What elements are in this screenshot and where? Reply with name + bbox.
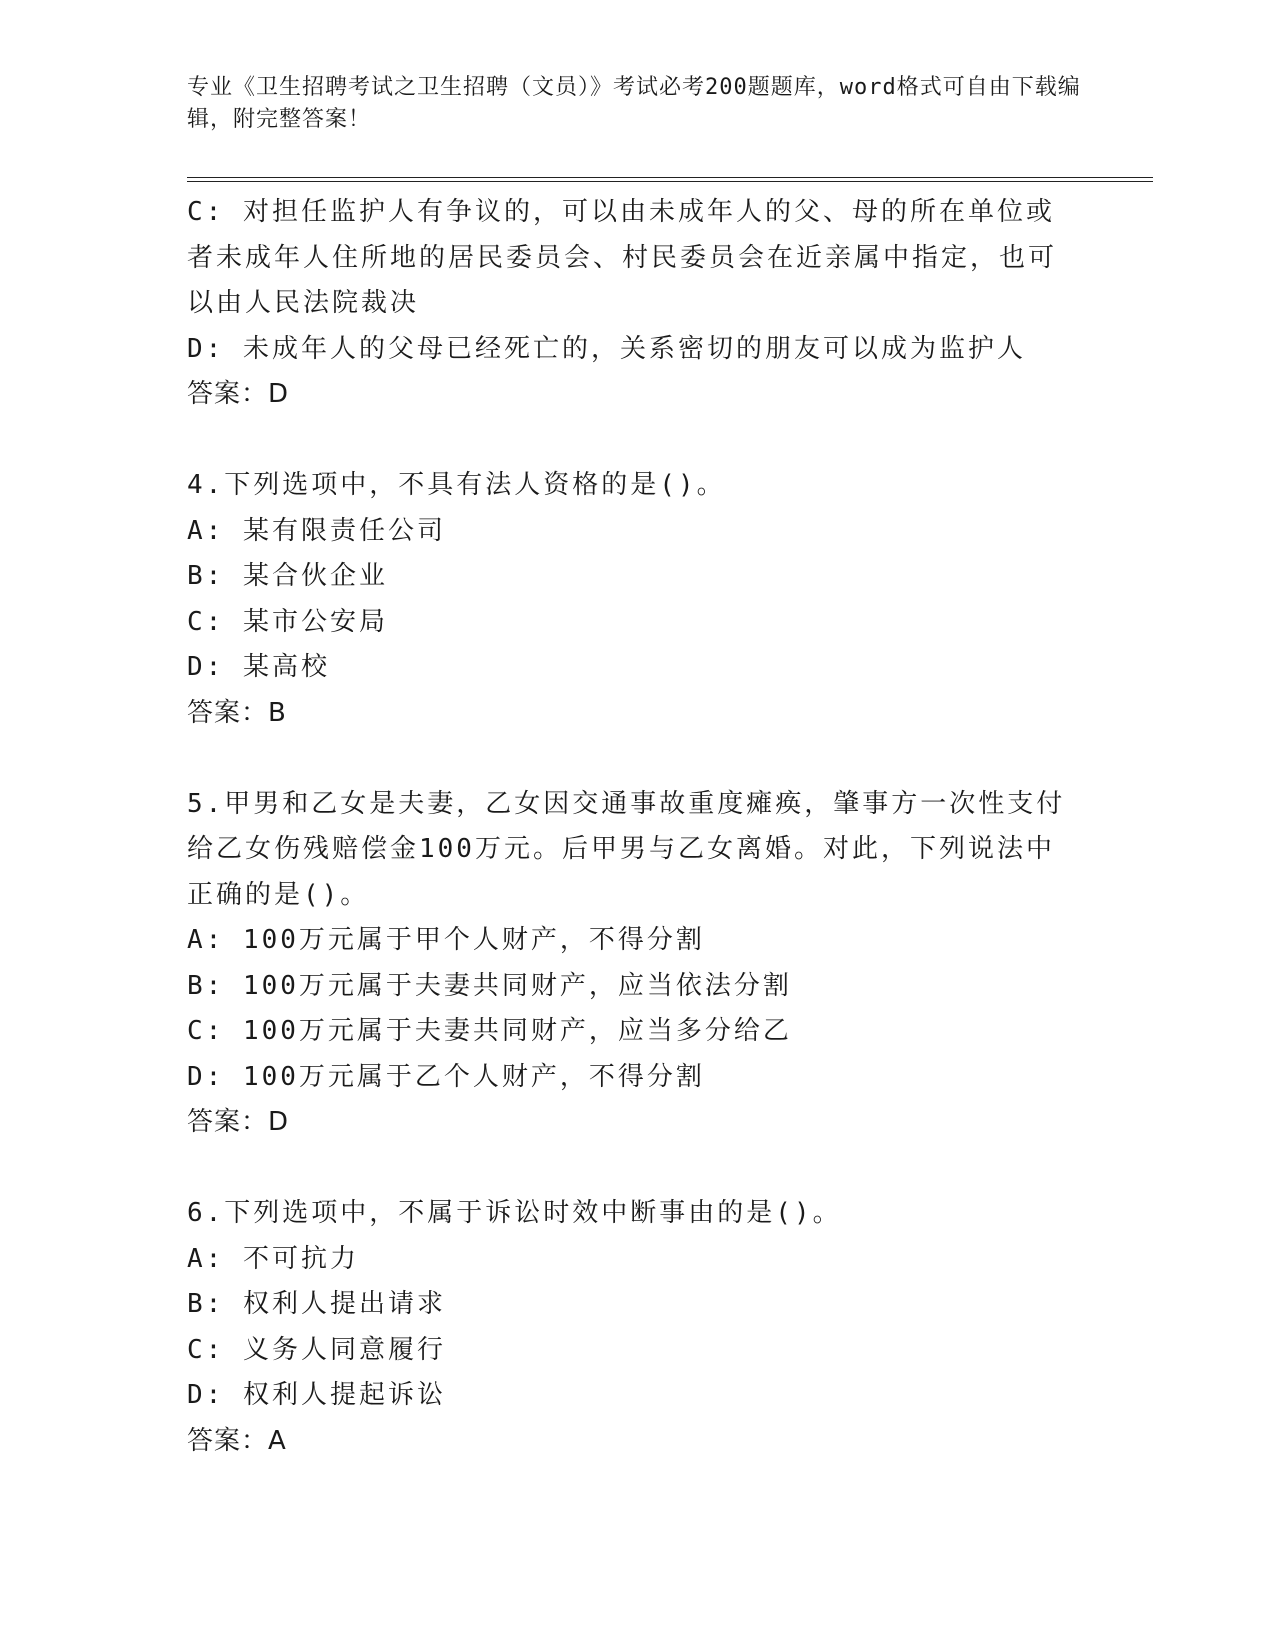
q6-answer: 答案：A: [187, 1425, 287, 1456]
spacer: [187, 418, 1067, 464]
q6-question: 6.下列选项中，不属于诉讼时效中断事由的是()。: [187, 1198, 842, 1228]
document-header: 专业《卫生招聘考试之卫生招聘（文员）》考试必考200题题库，word格式可自由下载编辑，附完整答案！: [187, 75, 1081, 132]
q5-option-b: B: 100万元属于夫妻共同财产，应当依法分割: [187, 970, 792, 1001]
header-divider-top: [187, 177, 1153, 178]
q6-option-d: D: 权利人提起诉讼: [187, 1380, 446, 1410]
q4-answer: 答案：B: [187, 697, 287, 728]
q5-option-a: A: 100万元属于甲个人财产，不得分割: [187, 925, 705, 955]
q4-question: 4.下列选项中，不具有法人资格的是()。: [187, 470, 726, 500]
q4-option-a: A: 某有限责任公司: [187, 515, 446, 546]
q5-option-c: C: 100万元属于夫妻共同财产，应当多分给乙: [187, 1016, 792, 1046]
q4-option-c: C: 某市公安局: [187, 606, 388, 637]
question-list: [187, 190, 1067, 1464]
q6-option-c: C: 义务人同意履行: [187, 1334, 446, 1365]
q5-answer: 答案：D: [187, 1107, 290, 1137]
q3-answer: 答案：D: [187, 379, 290, 409]
header-divider-bottom: [187, 181, 1153, 182]
q5-option-d: D: 100万元属于乙个人财产，不得分割: [187, 1061, 705, 1092]
q3-option-c: C: 对担任监护人有争议的，可以由未成年人的父、母的所在单位或者未成年人住所地的居民委员会、村民委员会在近亲属中指定，也可以由人民法院裁决: [187, 197, 1058, 318]
spacer: [187, 736, 1067, 782]
q6-option-a: A: 不可抗力: [187, 1243, 359, 1274]
q4-option-d: D: 某高校: [187, 652, 330, 682]
spacer: [187, 1146, 1067, 1192]
q3-option-d: D: 未成年人的父母已经死亡的，关系密切的朋友可以成为监护人: [187, 333, 1026, 364]
q5-question: 5.甲男和乙女是夫妻，乙女因交通事故重度瘫痪，肇事方一次性支付给乙女伤残赔偿金100万元。后甲男与乙女离婚。对此，下列说法中正确的是()。: [187, 788, 1066, 910]
q6-option-b: B: 权利人提出请求: [187, 1289, 446, 1319]
q4-option-b: B: 某合伙企业: [187, 561, 388, 591]
